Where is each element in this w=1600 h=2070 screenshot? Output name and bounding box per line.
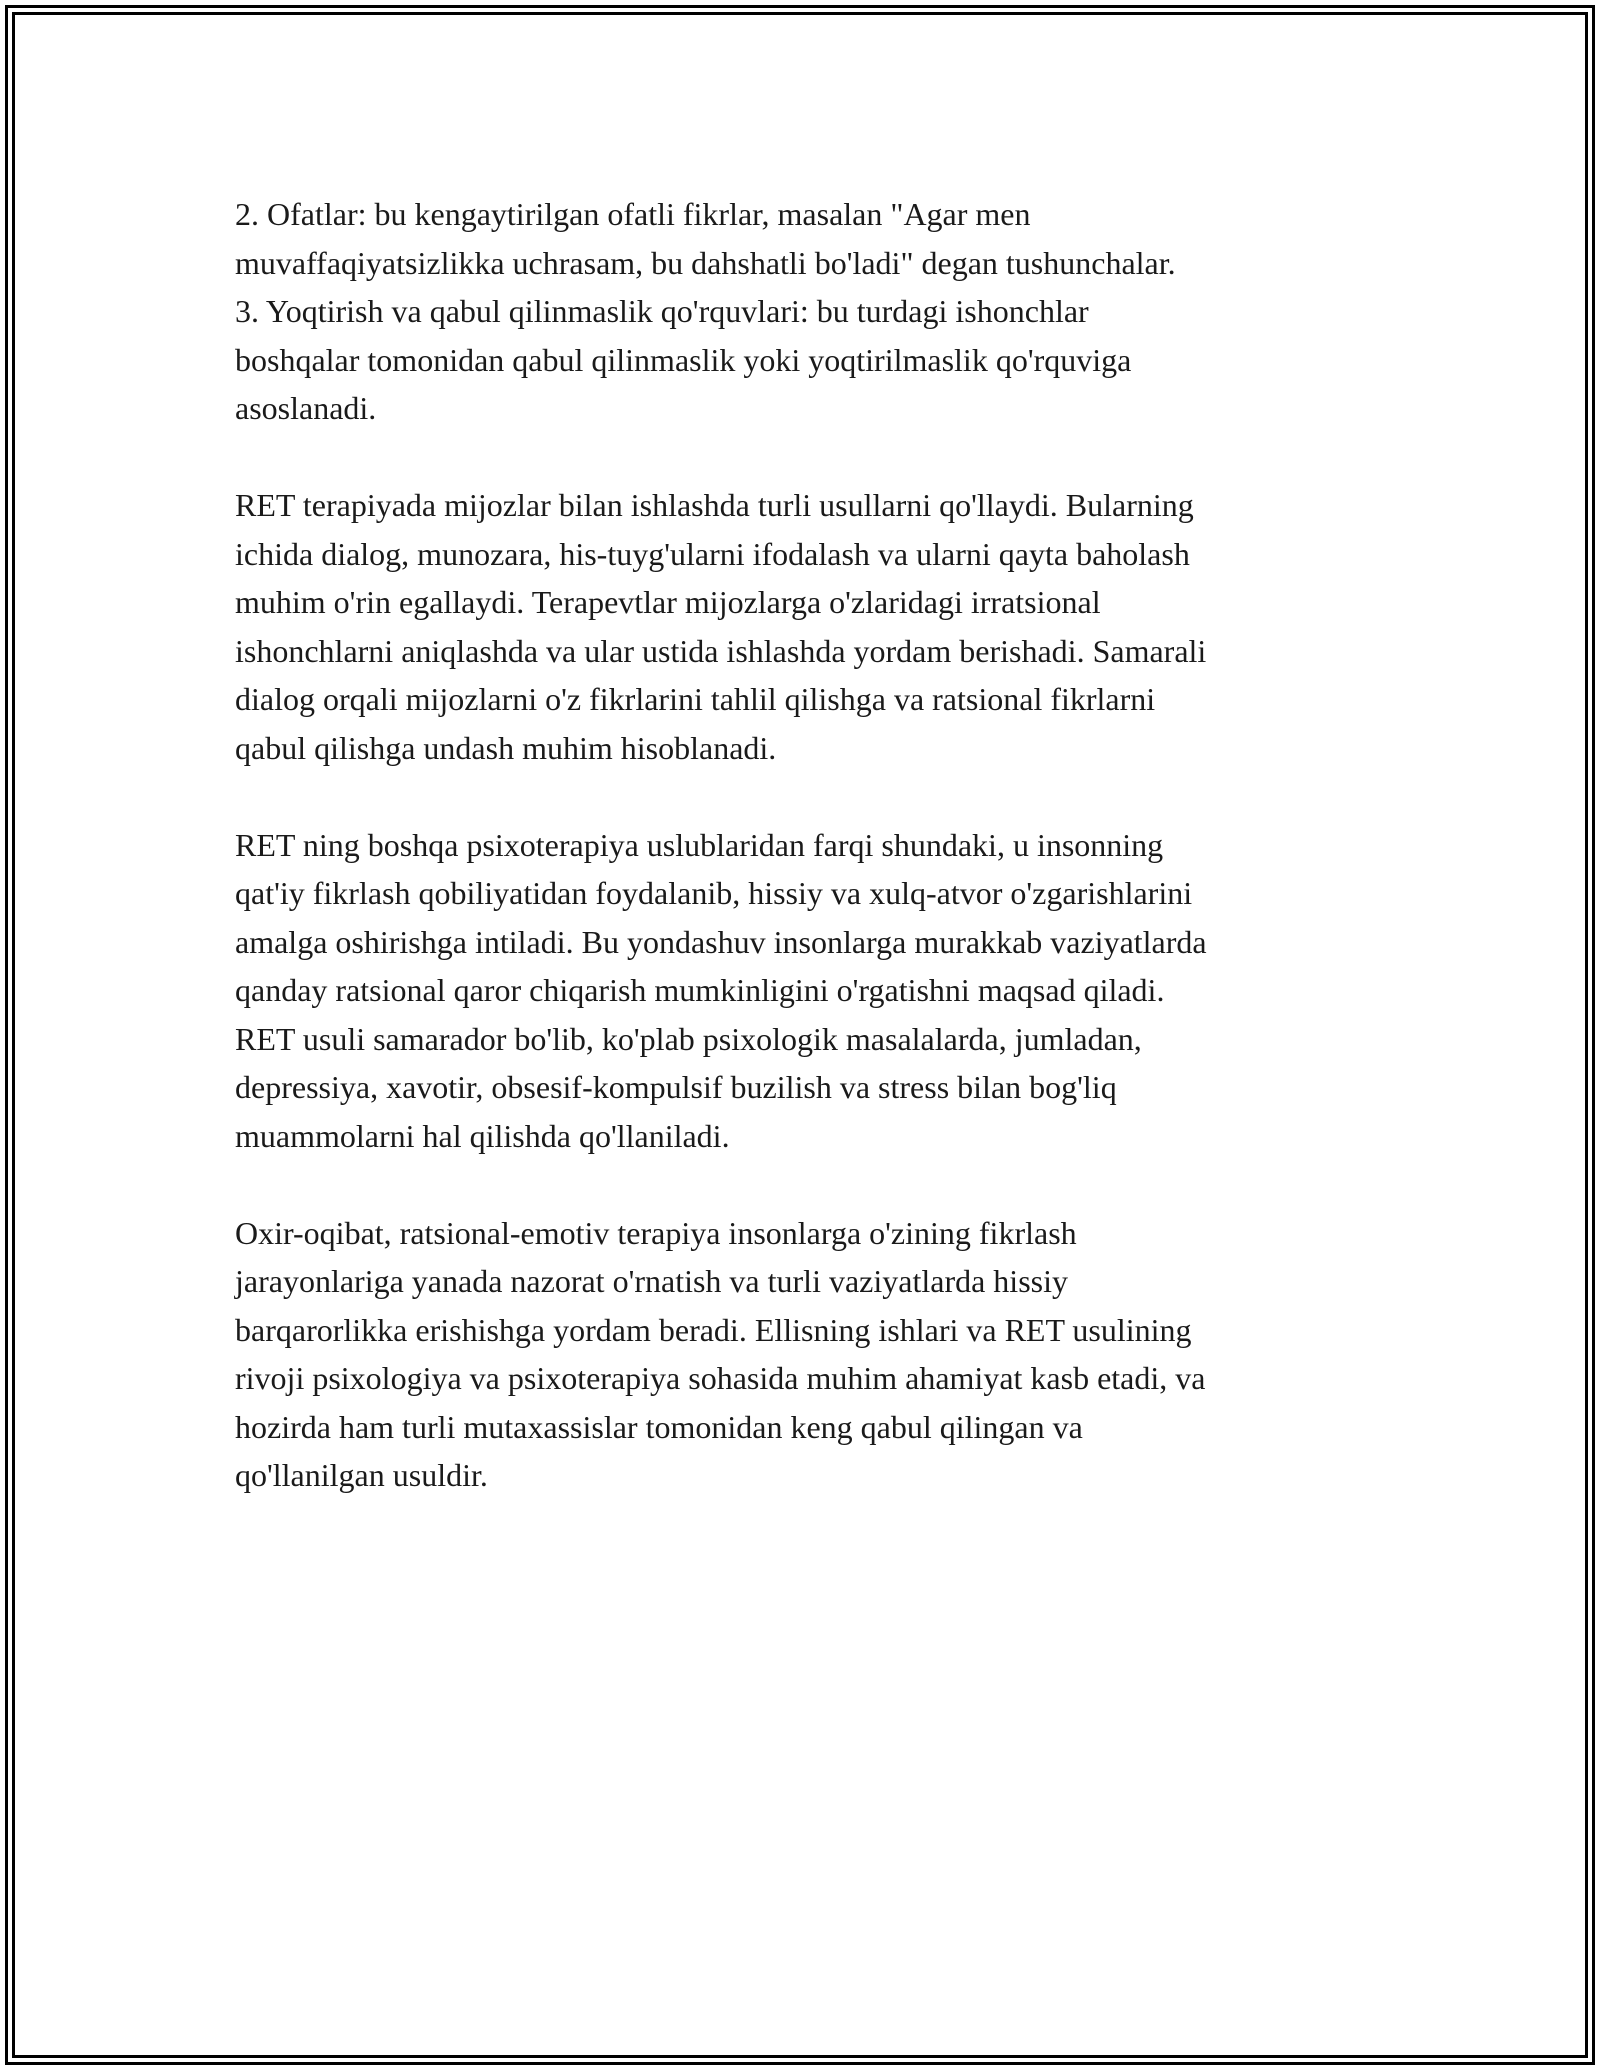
text-line: 3. Yoqtirish va qabul qilinmaslik qo'rquvlari: bu turdagi ishonchlar	[235, 293, 1089, 329]
paragraph-difference	[235, 821, 1375, 1161]
text-line: Oxir-oqibat, ratsional-emotiv terapiya insonlarga o'zining fikrlash	[235, 1214, 1077, 1251]
document-body	[235, 190, 1375, 1548]
text-line: muhim o'rin egallaydi. Terapevtlar mijozlarga o'zlaridagi irratsional	[235, 584, 1101, 620]
text-line: jarayonlariga yanada nazorat o'rnatish va turli vaziyatlarda hissiy	[235, 1263, 1068, 1299]
paragraph-techniques	[235, 481, 1375, 772]
text-line: qo'llanilgan usuldir.	[235, 1457, 488, 1493]
text-line: RET usuli samarador bo'lib, ko'plab psixologik masalalarda, jumladan,	[235, 1020, 1142, 1057]
text-line: boshqalar tomonidan qabul qilinmaslik yoki yoqtirilmaslik qo'rquviga	[235, 341, 1132, 378]
text-line: qanday ratsional qaror chiqarish mumkinligini o'rgatishni maqsad qiladi.	[235, 972, 1165, 1008]
text-line: hozirda ham turli mutaxassislar tomonidan keng qabul qilingan va	[235, 1408, 1083, 1445]
text-line: qat'iy fikrlash qobiliyatidan foydalanib, hissiy va xulq-atvor o'zgarishlarini	[235, 875, 1193, 911]
text-line: ichida dialog, munozara, his-tuyg'ularni ifodalash va ularni qayta baholash	[235, 535, 1190, 572]
list-block	[235, 190, 1375, 433]
text-line: 2. Ofatlar: bu kengaytirilgan ofatli fikrlar, masalan "Agar men	[235, 196, 1031, 232]
text-line: muammolarni hal qilishda qo'llaniladi.	[235, 1117, 730, 1154]
text-line: ishonchlarni aniqlashda va ular ustida ishlashda yordam berishadi. Samarali	[235, 632, 1207, 669]
text-line: rivoji psixologiya va psixoterapiya sohasida muhim ahamiyat kasb etadi, va	[235, 1360, 1206, 1396]
paragraph-conclusion	[235, 1209, 1375, 1500]
text-line: depressiya, xavotir, obsesif-kompulsif buzilish va stress bilan bog'liq	[235, 1069, 1117, 1105]
text-line: qabul qilishga undash muhim hisoblanadi.	[235, 729, 777, 766]
list-item	[235, 287, 1375, 433]
text-line: RET ning boshqa psixoterapiya uslublaridan farqi shundaki, u insonning	[235, 826, 1164, 863]
text-line: RET terapiyada mijozlar bilan ishlashda turli usullarni qo'llaydi. Bularning	[235, 487, 1194, 523]
text-line: muvaffaqiyatsizlikka uchrasam, bu dahshatli bo'ladi" degan tushunchalar.	[235, 244, 1176, 281]
text-line: barqarorlikka erishishga yordam beradi. Ellisning ishlari va RET usulining	[235, 1311, 1192, 1348]
text-line: asoslanadi.	[235, 390, 377, 426]
text-line: dialog orqali mijozlarni o'z fikrlarini tahlil qilishga va ratsional fikrlarni	[235, 681, 1156, 717]
text-line: amalga oshirishga intiladi. Bu yondashuv insonlarga murakkab vaziyatlarda	[235, 923, 1207, 960]
list-item	[235, 190, 1375, 287]
